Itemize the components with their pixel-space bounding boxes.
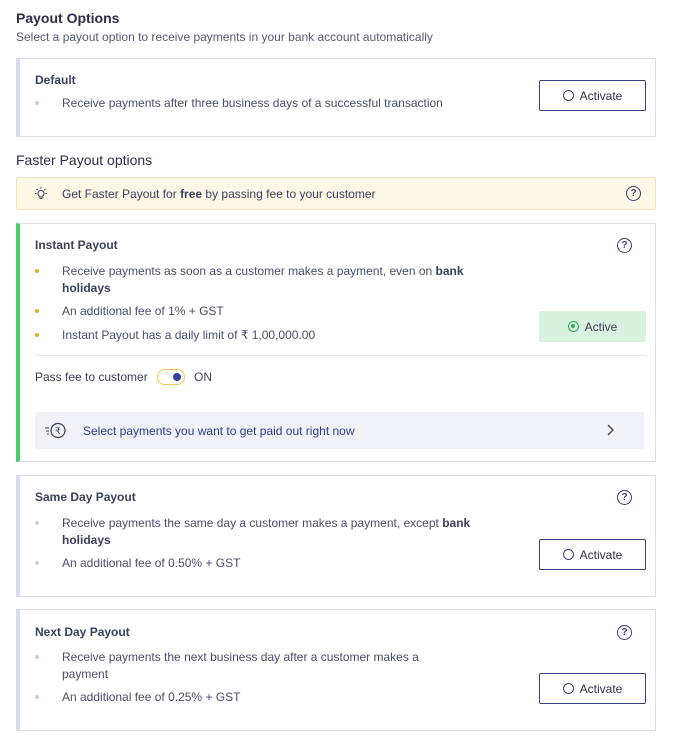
bullet-dot — [35, 521, 39, 525]
radio-checked-icon — [568, 321, 579, 332]
list-item — [35, 263, 475, 297]
bullet-dot — [35, 269, 39, 273]
bullet-text-start: Receive payments as soon as a customer makes a payment, even on — [62, 264, 436, 278]
pass-fee-label: Pass fee to customer — [35, 370, 148, 384]
card-title: Next Day Payout — [35, 625, 130, 639]
list-item — [35, 95, 475, 112]
instant-payout-card — [16, 223, 656, 462]
bullet-text: An additional fee of 0.50% + GST — [62, 556, 241, 570]
bullet-text: Receive payments the next business day after a customer makes a payment — [62, 650, 419, 681]
help-icon[interactable]: ? — [617, 238, 632, 253]
list-item — [35, 555, 475, 572]
radio-empty-icon — [563, 683, 574, 694]
same-day-payout-card — [16, 475, 656, 597]
page-title: Payout Options — [16, 10, 120, 26]
select-payments-label: Select payments you want to get paid out right now — [83, 424, 355, 438]
bullet-text: An additional fee of 0.25% + GST — [62, 690, 241, 704]
activate-button[interactable] — [539, 539, 646, 570]
next-day-payout-card — [16, 609, 656, 731]
lightbulb-icon — [33, 186, 49, 202]
card-title: Default — [35, 73, 76, 87]
list-item — [35, 303, 475, 320]
rupee-clock-icon — [45, 422, 67, 439]
divider — [35, 355, 646, 356]
page-subtitle: Select a payout option to receive payments in your bank account automatically — [16, 30, 433, 44]
help-icon[interactable]: ? — [617, 490, 632, 505]
bullet-dot — [35, 309, 39, 313]
bullet-text: Instant Payout has a daily limit of ₹ 1,00,000.00 — [62, 328, 316, 342]
bullet-text-bold: bank holidays — [62, 264, 464, 295]
card-title: Same Day Payout — [35, 490, 136, 504]
list-item — [35, 515, 475, 549]
radio-empty-icon — [563, 90, 574, 101]
activate-label: Activate — [579, 681, 623, 696]
chevron-right-icon — [606, 423, 616, 437]
select-payments-link[interactable] — [35, 412, 644, 449]
bullet-text-bold: bank holidays — [62, 516, 471, 547]
banner-text-start: Get Faster Payout for — [62, 187, 181, 201]
bullet-text — [35, 263, 475, 297]
toggle-state-label: ON — [194, 370, 212, 384]
help-icon[interactable]: ? — [626, 186, 641, 201]
bullet-text-start: Receive payments the same day a customer makes a payment, except — [62, 516, 443, 530]
svg-text:₹: ₹ — [55, 427, 61, 437]
banner-text-bold: free — [180, 187, 203, 201]
active-status-badge — [539, 311, 646, 342]
activate-label: Activate — [579, 88, 623, 103]
toggle-knob — [173, 373, 181, 381]
bullet-dot — [35, 333, 39, 337]
banner-text — [62, 187, 376, 201]
list-item — [35, 327, 475, 344]
activate-button[interactable] — [539, 80, 646, 111]
bullet-text — [35, 515, 475, 549]
list-item — [35, 689, 475, 706]
radio-empty-icon — [563, 549, 574, 560]
bullet-dot — [35, 101, 39, 105]
default-payout-card — [16, 58, 656, 137]
activate-button[interactable] — [539, 673, 646, 704]
bullet-dot — [35, 561, 39, 565]
bullet-text: Receive payments after three business days of a successful transaction — [62, 96, 443, 110]
bullet-dot — [35, 655, 39, 659]
card-title: Instant Payout — [35, 238, 118, 252]
pass-fee-toggle[interactable] — [157, 369, 185, 385]
banner-text-end: by passing fee to your customer — [202, 187, 376, 201]
bullet-text: An additional fee of 1% + GST — [62, 304, 224, 318]
activate-label: Activate — [579, 547, 623, 562]
list-item — [35, 649, 435, 683]
help-icon[interactable]: ? — [617, 625, 632, 640]
active-label: Active — [584, 319, 618, 334]
bullet-dot — [35, 695, 39, 699]
free-payout-banner — [16, 177, 656, 210]
section-title: Faster Payout options — [16, 152, 153, 168]
